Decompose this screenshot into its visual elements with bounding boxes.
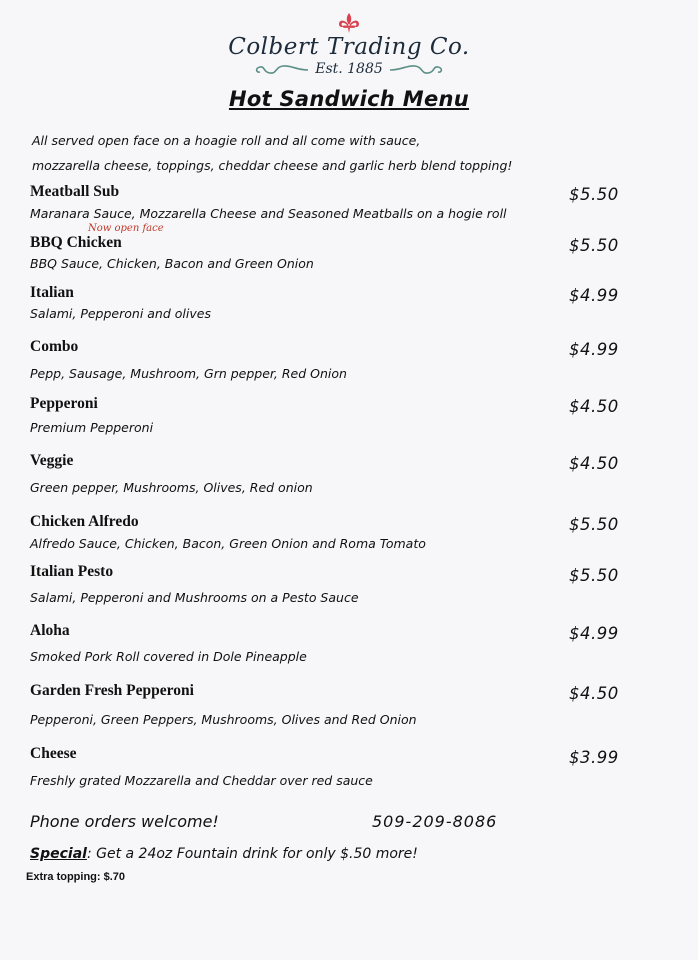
item-price-italian-pesto: $5.50 — [569, 566, 619, 585]
item-price-combo: $4.99 — [569, 340, 619, 359]
item-price-pepperoni: $4.50 — [569, 397, 619, 416]
phone-number: 509-209-8086 — [372, 812, 498, 831]
item-price-chicken-alfredo: $5.50 — [569, 515, 619, 534]
item-name-cheese: Cheese — [30, 745, 77, 762]
item-price-aloha: $4.99 — [569, 624, 619, 643]
special-text: : Get a 24oz Fountain drink for only $.50 more! — [86, 846, 418, 862]
item-note-bbq-chicken: Now open face — [88, 223, 164, 234]
menu-intro — [32, 128, 672, 178]
swirl-right-icon — [389, 62, 447, 76]
menu-title-text: Hot Sandwich Menu — [228, 87, 470, 111]
extra-topping-price: Extra topping: $.70 — [26, 871, 126, 883]
item-desc-veggie: Green pepper, Mushrooms, Olives, Red onion — [30, 480, 313, 495]
item-name-veggie: Veggie — [30, 452, 74, 469]
item-name-aloha: Aloha — [30, 622, 70, 639]
item-name-pepperoni: Pepperoni — [30, 395, 98, 412]
item-name-meatball-sub: Meatball Sub — [30, 183, 120, 200]
item-desc-italian-pesto: Salami, Pepperoni and Mushrooms on a Pesto Sauce — [30, 590, 359, 605]
item-desc-aloha: Smoked Pork Roll covered in Dole Pineapple — [30, 649, 307, 664]
item-desc-pepperoni: Premium Pepperoni — [30, 420, 154, 435]
special-offer — [30, 846, 418, 862]
menu-title — [0, 87, 698, 111]
brand-name: Colbert Trading Co. — [228, 34, 470, 60]
item-price-veggie: $4.50 — [569, 454, 619, 473]
item-price-meatball-sub: $5.50 — [569, 185, 619, 204]
item-desc-meatball-sub: Maranara Sauce, Mozzarella Cheese and Seasoned Meatballs on a hogie roll — [30, 206, 507, 221]
special-label: Special — [30, 846, 87, 862]
item-desc-italian: Salami, Pepperoni and olives — [30, 306, 211, 321]
item-name-italian: Italian — [30, 284, 74, 301]
swirl-left-icon — [251, 62, 309, 76]
item-name-italian-pesto: Italian Pesto — [30, 563, 114, 580]
item-name-garden-fresh-pepperoni: Garden Fresh Pepperoni — [30, 682, 194, 699]
established-year: Est. 1885 — [315, 61, 383, 77]
item-price-bbq-chicken: $5.50 — [569, 236, 619, 255]
item-desc-chicken-alfredo: Alfredo Sauce, Chicken, Bacon, Green Onion and Roma Tomato — [30, 536, 426, 551]
item-name-chicken-alfredo: Chicken Alfredo — [30, 513, 139, 530]
fleur-de-lis-icon — [336, 12, 362, 34]
intro-line-1: All served open face on a hoagie roll and all come with sauce, — [32, 133, 421, 148]
item-price-italian: $4.99 — [569, 286, 619, 305]
intro-line-2: mozzarella cheese, toppings, cheddar cheese and garlic herb blend topping! — [32, 158, 513, 173]
item-price-garden-fresh-pepperoni: $4.50 — [569, 684, 619, 703]
item-desc-combo: Pepp, Sausage, Mushroom, Grn pepper, Red Onion — [30, 366, 347, 381]
item-desc-cheese: Freshly grated Mozzarella and Cheddar over red sauce — [30, 773, 373, 788]
item-desc-bbq-chicken: BBQ Sauce, Chicken, Bacon and Green Onion — [30, 256, 314, 271]
item-desc-garden-fresh-pepperoni: Pepperoni, Green Peppers, Mushrooms, Olives and Red Onion — [30, 712, 417, 727]
item-name-combo: Combo — [30, 338, 79, 355]
logo — [0, 12, 698, 77]
item-price-cheese: $3.99 — [569, 748, 619, 767]
phone-orders-label: Phone orders welcome! — [30, 812, 219, 831]
established-row — [0, 61, 698, 77]
item-name-bbq-chicken: BBQ Chicken — [30, 234, 122, 251]
